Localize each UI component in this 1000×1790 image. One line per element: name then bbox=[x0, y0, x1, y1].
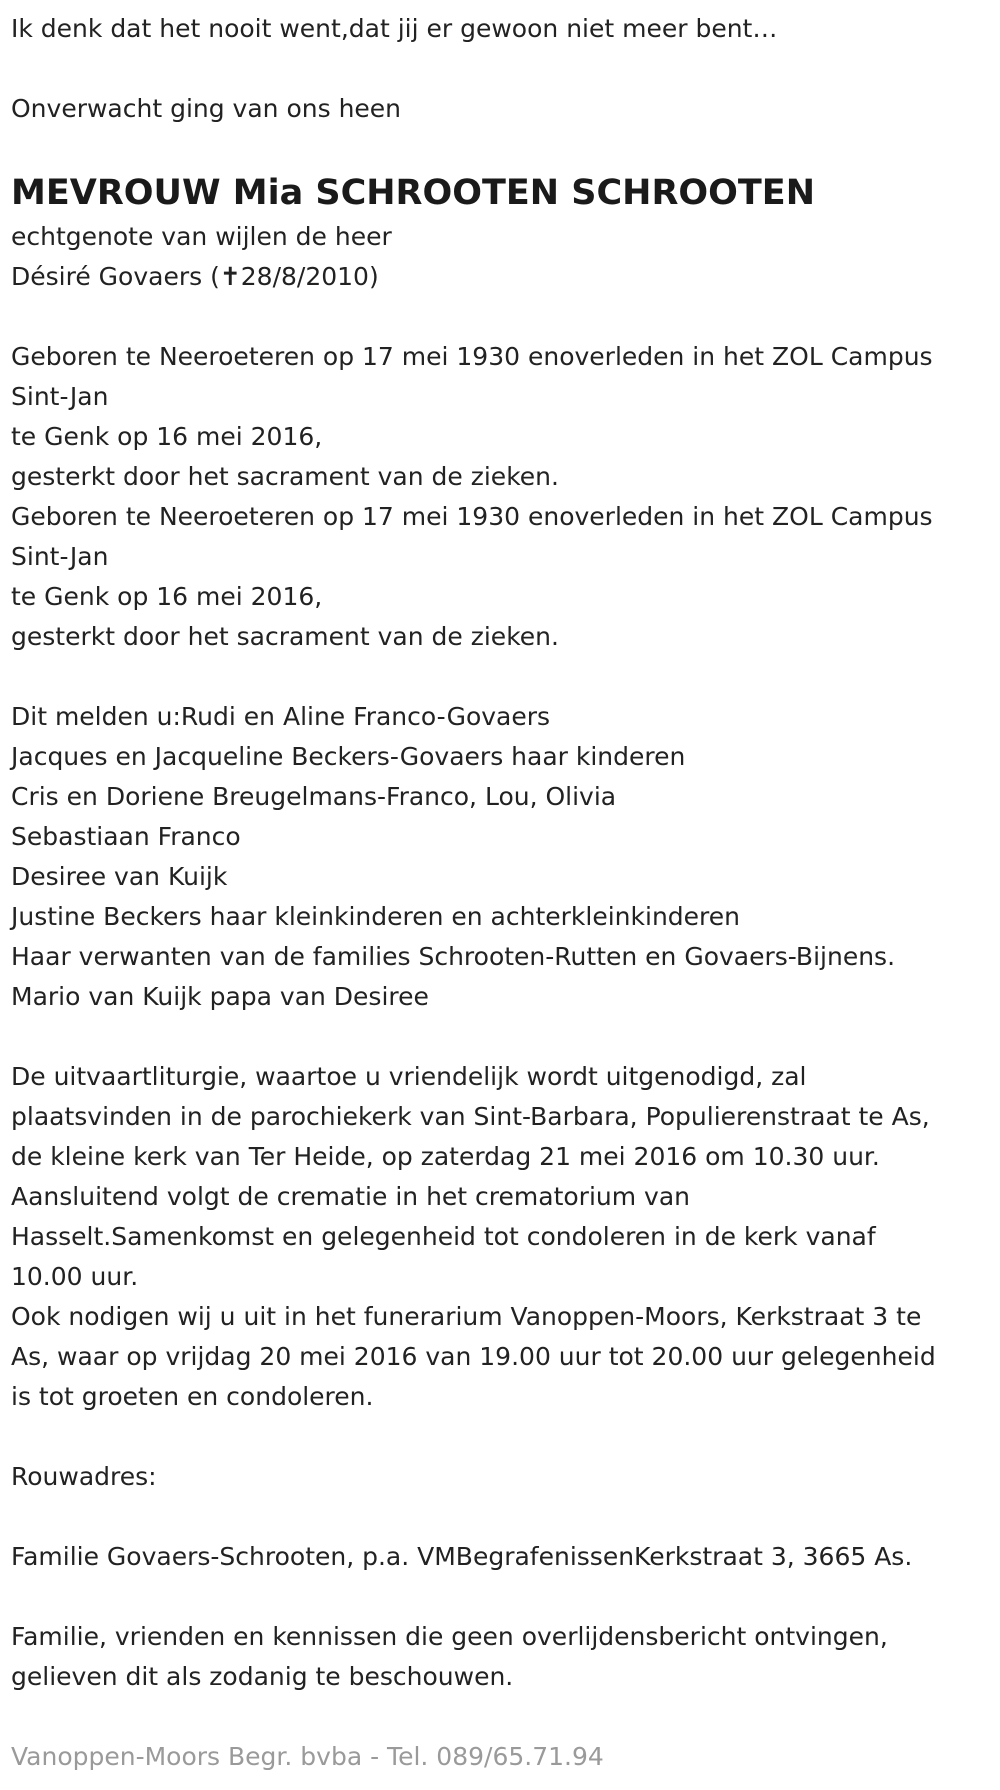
spacer bbox=[11, 1577, 989, 1617]
family-line: Desiree van Kuijk bbox=[11, 862, 228, 891]
ceremony-line: Hasselt.Samenkomst en gelegenheid tot condoleren in de kerk vanaf bbox=[11, 1222, 876, 1251]
spacer bbox=[11, 129, 989, 169]
ceremony-line: As, waar op vrijdag 20 mei 2016 van 19.00 uur tot 20.00 uur gelegenheid bbox=[11, 1342, 936, 1371]
closing-line: gelieven dit als zodanig te beschouwen. bbox=[11, 1662, 514, 1691]
ceremony-line: Aansluitend volgt de crematie in het crematorium van bbox=[11, 1182, 690, 1211]
intro-quote: Ik denk dat het nooit went,dat jij er gewoon niet meer bent… bbox=[11, 14, 778, 43]
spacer bbox=[11, 297, 989, 337]
family-line: Justine Beckers haar kleinkinderen en achterkleinkinderen bbox=[11, 902, 740, 931]
deceased-relation: echtgenote van wijlen de heer bbox=[11, 222, 392, 251]
footer-contact: Vanoppen-Moors Begr. bvba - Tel. 089/65.71.94 bbox=[11, 1742, 604, 1771]
deceased-name: MEVROUW Mia SCHROOTEN SCHROOTEN bbox=[11, 173, 815, 213]
spacer bbox=[11, 1417, 989, 1457]
ceremony-line: Ook nodigen wij u uit in het funerarium Vanoppen-Moors, Kerkstraat 3 te bbox=[11, 1302, 922, 1331]
spacer bbox=[11, 49, 989, 89]
ceremony-line: is tot groeten en condoleren. bbox=[11, 1382, 374, 1411]
family-section bbox=[11, 697, 989, 1017]
spacer bbox=[11, 1497, 989, 1537]
closing-section bbox=[11, 1617, 989, 1697]
family-line: Sebastiaan Franco bbox=[11, 822, 241, 851]
spacer bbox=[11, 657, 989, 697]
birth-death-line: te Genk op 16 mei 2016, bbox=[11, 422, 323, 451]
intro-announcement: Onverwacht ging van ons heen bbox=[11, 94, 402, 123]
birth-death-line: gesterkt door het sacrament van de zieken. bbox=[11, 462, 559, 491]
deceased-spouse: Désiré Govaers (✝28/8/2010) bbox=[11, 262, 379, 291]
family-line: Dit melden u:Rudi en Aline Franco-Govaers bbox=[11, 702, 551, 731]
ceremony-section bbox=[11, 1057, 989, 1417]
birth-death-line: Geboren te Neeroeteren op 17 mei 1930 enoverleden in het ZOL Campus bbox=[11, 502, 933, 531]
family-line: Cris en Doriene Breugelmans-Franco, Lou, Olivia bbox=[11, 782, 617, 811]
birth-death-section bbox=[11, 337, 989, 657]
ceremony-line: plaatsvinden in de parochiekerk van Sint-Barbara, Populierenstraat te As, bbox=[11, 1102, 930, 1131]
mourning-address-label: Rouwadres: bbox=[11, 1462, 157, 1491]
ceremony-line: de kleine kerk van Ter Heide, op zaterdag 21 mei 2016 om 10.30 uur. bbox=[11, 1142, 880, 1171]
ceremony-line: 10.00 uur. bbox=[11, 1262, 139, 1291]
closing-line: Familie, vrienden en kennissen die geen overlijdensbericht ontvingen, bbox=[11, 1622, 888, 1651]
ceremony-line: De uitvaartliturgie, waartoe u vriendelijk wordt uitgenodigd, zal bbox=[11, 1062, 807, 1091]
birth-death-line: Geboren te Neeroeteren op 17 mei 1930 enoverleden in het ZOL Campus bbox=[11, 342, 933, 371]
mourning-address: Familie Govaers-Schrooten, p.a. VMBegrafenissenKerkstraat 3, 3665 As. bbox=[11, 1542, 913, 1571]
family-line: Mario van Kuijk papa van Desiree bbox=[11, 982, 429, 1011]
spacer bbox=[11, 1017, 989, 1057]
family-line: Haar verwanten van de families Schrooten-Rutten en Govaers-Bijnens. bbox=[11, 942, 896, 971]
birth-death-line: gesterkt door het sacrament van de zieken. bbox=[11, 622, 559, 651]
birth-death-line: Sint-Jan bbox=[11, 542, 109, 571]
birth-death-line: Sint-Jan bbox=[11, 382, 109, 411]
birth-death-line: te Genk op 16 mei 2016, bbox=[11, 582, 323, 611]
family-line: Jacques en Jacqueline Beckers-Govaers haar kinderen bbox=[11, 742, 686, 771]
